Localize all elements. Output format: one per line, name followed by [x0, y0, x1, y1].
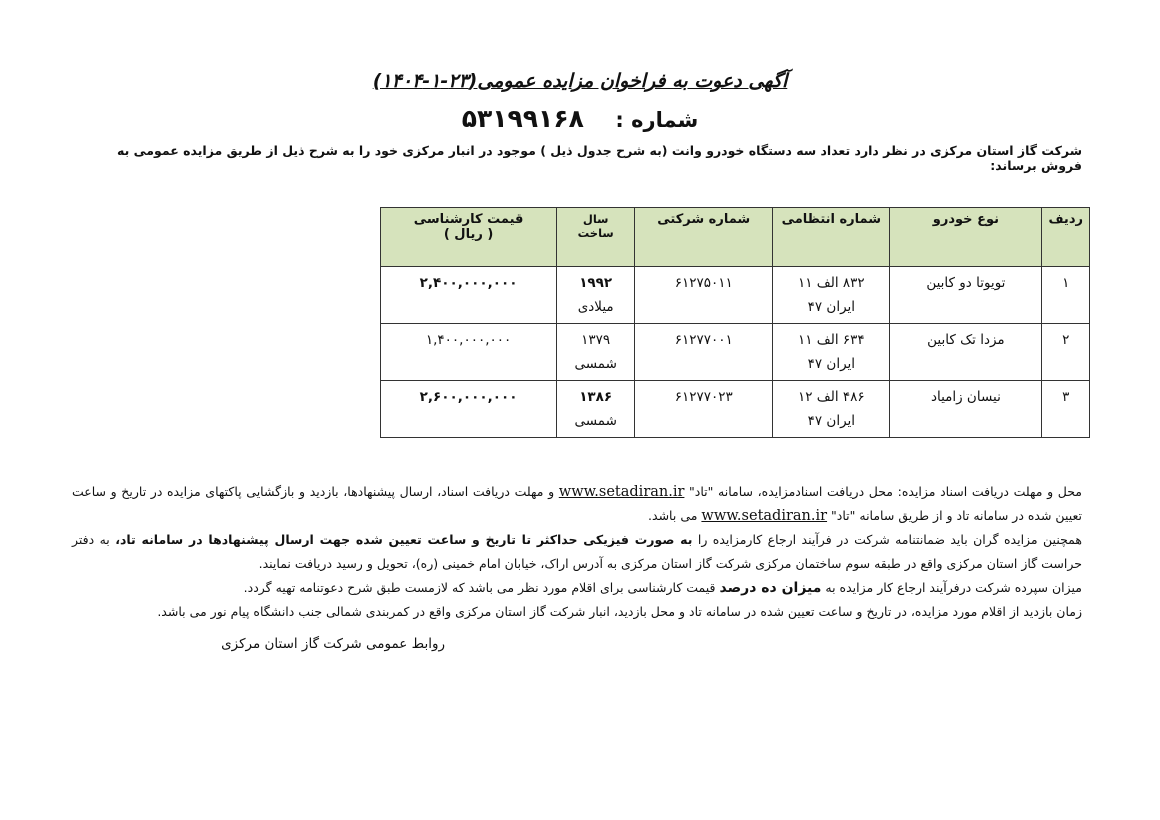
year-value: ۱۳۸۶ — [579, 389, 613, 405]
document-title: آگهی دعوت به فراخوان مزایده عمومی(۲۳-۱-۱۴۰۴) — [372, 70, 788, 92]
cell-build-year — [557, 324, 635, 381]
setadiran-link-2[interactable]: www.setadiran.ir — [701, 508, 828, 524]
conditions-text — [72, 480, 1082, 624]
year-calendar: میلادی — [577, 299, 614, 315]
table-row — [381, 267, 1090, 324]
cell-price: ۱,۴۰۰,۰۰۰,۰۰۰ — [381, 324, 557, 381]
paragraph-emphasis: میزان ده درصد — [719, 580, 822, 596]
header-build-year: سال ساخت — [557, 208, 635, 267]
paragraph-emphasis: به صورت فیزیکی حداکثر تا تاریخ و ساعت تعیین شده جهت ارسال پیشنهادها در سامانه تاد، — [115, 532, 693, 547]
year-calendar: شمسی — [574, 356, 617, 372]
paragraph-text: و مهلت دریافت اسناد، ارسال پیشنهادها، بازدید و بازگشایی پاکتهای مزایده در تاریخ و ساعت تعیین شده در سامانه تاد و از طریق سامانه "تاد" — [72, 484, 1082, 523]
cell-row-number: ۳ — [1042, 381, 1090, 438]
cell-vehicle-type: تویوتا دو کابین — [890, 267, 1042, 324]
plate-line-2: ایران ۴۷ — [807, 356, 856, 372]
cell-plate-number — [773, 381, 890, 438]
cell-plate-number — [773, 267, 890, 324]
paragraph-text: محل و مهلت دریافت اسناد مزایده: محل دریافت اسنادمزایده، سامانه "تاد" — [689, 484, 1082, 499]
paragraph-guarantee — [72, 528, 1082, 576]
paragraph-text: به دفتر حراست گاز استان مرکزی واقع در طبقه سوم ساختمان مرکزی شرکت گاز استان مرکزی به آدرس اراک، خیابان امام خمینی (ره)، تحویل و رسید دریافت نمایند. — [72, 532, 1082, 571]
plate-line-1: ۸۳۲ الف ۱۱ — [797, 275, 865, 291]
cell-price: ۲,۴۰۰,۰۰۰,۰۰۰ — [381, 267, 557, 324]
cell-build-year — [557, 381, 635, 438]
number-value: ۵۳۱۹۹۱۶۸ — [461, 104, 584, 133]
header-row-number: ردیف — [1042, 208, 1090, 267]
paragraph-text: قیمت کارشناسی برای اقلام مورد نظر می باشد که لازمست طبق شرح دعوتنامه تهیه گردد. — [243, 580, 716, 595]
paragraph-text: می باشد. — [648, 508, 698, 523]
cell-company-number: ۶۱۲۷۷۰۲۳ — [635, 381, 773, 438]
cell-company-number: ۶۱۲۷۷۰۰۱ — [635, 324, 773, 381]
year-value: ۱۹۹۲ — [579, 275, 613, 291]
table-row — [381, 324, 1090, 381]
header-company-number: شماره شرکتی — [635, 208, 773, 267]
cell-plate-number — [773, 324, 890, 381]
paragraph-text: همچنین مزایده گران باید ضمانتنامه شرکت در فرآیند ارجاع کارمزایده را — [697, 532, 1082, 547]
header-price-label: قیمت کارشناسی — [413, 212, 524, 227]
setadiran-link[interactable]: www.setadiran.ir — [558, 484, 685, 500]
cell-vehicle-type: نیسان زامیاد — [890, 381, 1042, 438]
paragraph-deposit — [72, 576, 1082, 600]
paragraph-documents — [72, 480, 1082, 528]
document-number — [300, 104, 860, 133]
intro-text: شرکت گاز استان مرکزی در نظر دارد تعداد سه دستگاه خودرو وانت (به شرح جدول ذیل ) موجود در انبار مرکزی خود را به شرح ذیل از طریق مزایده عمومی به فروش برساند: — [117, 143, 1082, 173]
cell-row-number: ۱ — [1042, 267, 1090, 324]
cell-price: ۲,۶۰۰,۰۰۰,۰۰۰ — [381, 381, 557, 438]
cell-vehicle-type: مزدا تک کابین — [890, 324, 1042, 381]
plate-line-2: ایران ۴۷ — [807, 413, 856, 429]
year-value: ۱۳۷۹ — [581, 332, 611, 348]
cell-company-number: ۶۱۲۷۵۰۱۱ — [635, 267, 773, 324]
header-plate-number: شماره انتظامی — [773, 208, 890, 267]
header-price-unit: ( ریال ) — [443, 227, 494, 242]
plate-line-2: ایران ۴۷ — [807, 299, 856, 315]
paragraph-text: میزان سپرده شرکت درفرآیند ارجاع کار مزایده به — [825, 580, 1082, 595]
cell-build-year — [557, 267, 635, 324]
number-label: شماره : — [615, 108, 699, 132]
signature: روابط عمومی شرکت گاز استان مرکزی — [221, 636, 445, 652]
table-row — [381, 381, 1090, 438]
plate-line-1: ۶۳۴ الف ۱۱ — [797, 332, 865, 348]
table-header-row — [381, 208, 1090, 267]
paragraph-visit: زمان بازدید از اقلام مورد مزایده، در تاریخ و ساعت تعیین شده در سامانه تاد و محل بازدید، انبار شرکت گاز استان مرکزی واقع در کمربندی شمالی جنب دانشگاه پیام نور می باشد. — [157, 604, 1082, 619]
plate-line-1: ۴۸۶ الف ۱۲ — [797, 389, 865, 405]
header-vehicle-type: نوع خودرو — [890, 208, 1042, 267]
year-calendar: شمسی — [574, 413, 617, 429]
header-price — [381, 208, 557, 267]
cell-row-number: ۲ — [1042, 324, 1090, 381]
vehicles-table — [380, 207, 1090, 438]
